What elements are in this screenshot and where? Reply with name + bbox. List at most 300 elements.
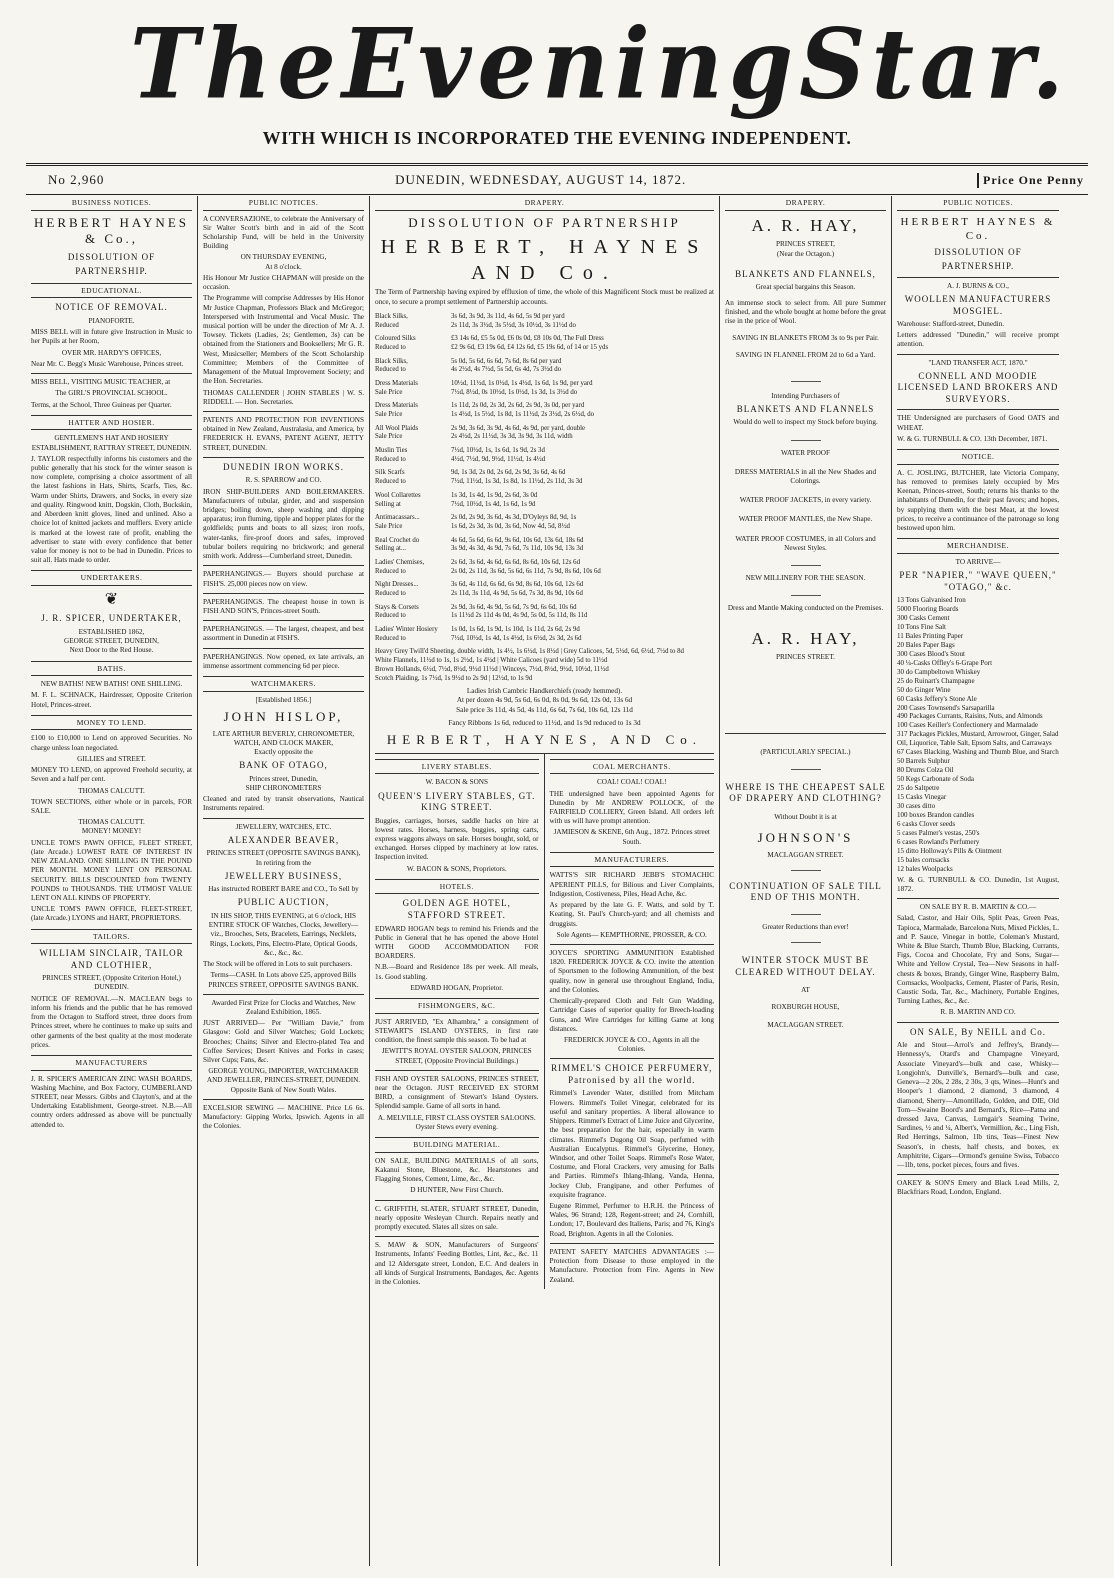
list-item: 317 Packages Pickles, Mustard, Arrowroot, Ginger, Salad Oil, Liquorice, Table Salt, Epsom Salts, and Carraways bbox=[897, 730, 1059, 748]
ad-line: SAVING IN BLANKETS FROM 3s to 9s per Pair. bbox=[732, 334, 879, 343]
price-values: £2 9s 6d, £3 19s 6d, £4 12s 6d, £5 19s 6d, of 14 or 15 yds bbox=[451, 343, 609, 351]
list-item: 60 Casks Jeffery's Stone Ale bbox=[897, 694, 977, 703]
divider bbox=[203, 457, 364, 458]
ad-body: Warehouse: Stafford-street, Dunedin. bbox=[897, 320, 1005, 329]
column-1 bbox=[26, 196, 198, 1566]
price-values: 1s 4½d, 1s 5½d, 1s 8d, 1s 11½d, 2s 3½d, 2s 6½d, do bbox=[451, 411, 595, 419]
ad-title: ON SALE BY R. B. MARTIN & CO.— bbox=[919, 903, 1037, 912]
price-row bbox=[375, 322, 714, 331]
ad-signature: THOMAS CALCUTT. bbox=[78, 786, 145, 795]
divider bbox=[897, 1174, 1059, 1175]
ad-line: JEWELLERY BUSINESS, bbox=[224, 870, 343, 881]
price-label: Reduced to bbox=[375, 478, 406, 486]
price-label: Sale Price bbox=[375, 522, 403, 530]
price-values: 10½d, 11½d, 1s 0½d, 1s 4½d, 1s 6d, 1s 9d, per yard bbox=[451, 379, 593, 387]
price-row bbox=[375, 492, 714, 501]
list-item: 15 ditto Holloway's Pills & Ointment bbox=[897, 846, 1002, 855]
title-word-evening: Evening bbox=[341, 7, 800, 121]
price-label: Reduced to bbox=[375, 590, 406, 598]
ad-line: W. BACON & SONS bbox=[425, 778, 488, 787]
price-row bbox=[375, 380, 714, 389]
ad-title: NEW BATHS! NEW BATHS! ONE SHILLING. bbox=[40, 680, 183, 689]
ad-body: An immense stock to select from. All pure Summer finished, and the whole bought at home before the great rise in the price of Wool. bbox=[725, 298, 886, 325]
ad-title: QUEEN'S LIVERY STABLES, GT. KING STREET. bbox=[378, 790, 536, 813]
price-values: 2s 4½d, 2s 11½d, 3s 3d, 3s 9d, 3s 11d, width bbox=[451, 433, 573, 441]
ad-body: £100 to £10,000 to Lend on approved Securities. No charge unless loan negociated. bbox=[31, 734, 192, 752]
ad-line: BANK OF OTAGO, bbox=[239, 760, 328, 771]
list-item: 25 do Ruinart's Champagne bbox=[897, 676, 975, 685]
price-label: Reduced to bbox=[375, 366, 406, 374]
columns bbox=[26, 196, 1088, 1566]
section-heading: TAILORS. bbox=[31, 929, 192, 945]
list-item: 30 cases ditto bbox=[897, 802, 936, 810]
ad-subtitle: PARTNERSHIP. bbox=[75, 266, 148, 277]
ad-line: PRINCES STREET, bbox=[776, 240, 835, 249]
price-label: Sale Price bbox=[375, 433, 403, 441]
ad-body: Rimmel's Lavender Water, distilled from Mitcham Flowers. Rimmel's Toilet Vinegar, celebrated for its useful and sanitary properties. A liberal allowance to Shippers. Rimmel's Extract of Lime Juice and Glycerine, the best preparation for the hair, especially in warm climates. Rimmel's Dugong Oil Soap, perfumed with Australian Eucalyptus. Rimmel's Glycerine, Honey, Windsor, and other Toilet Soaps. Rimmel's Rose Water, Costume, and Floral Crackers, very amusing for Balls and Parties. Rimmel's Ihlang-Ihlang, Vanda, Henna, Jockey Club, Frangipane, and other Perfumes of exquisite fragrance. bbox=[549, 1089, 714, 1199]
masthead-subtitle: WITH WHICH IS INCORPORATED THE EVENING INDEPENDENT. bbox=[262, 128, 852, 148]
price-values: £3 14s 6d, £5 5s 0d, £6 0s 0d, £8 10s 0d, The Full Dress bbox=[451, 335, 604, 343]
ad-line: (Near the Octagon.) bbox=[776, 249, 835, 258]
price-label: Coloured Silks bbox=[375, 335, 416, 343]
ad-body: MONEY TO LEND, on approved Freehold security, at Seven and a half per cent. bbox=[31, 766, 192, 784]
section-heading: BUILDING MATERIAL. bbox=[375, 1137, 539, 1153]
section-heading: EDUCATIONAL. bbox=[31, 283, 192, 299]
crest-icon: ❦ bbox=[104, 590, 119, 608]
price-label: Black Silks, bbox=[375, 357, 408, 365]
price-row: At per dozen 4s 9d, 5s 6d, 6s 0d, 8s 0d, 9s 6d, 12s 0d, 13s 6d bbox=[456, 696, 633, 705]
list-item: 5000 Flooring Boards bbox=[897, 605, 959, 614]
ad-line: Princes street, Dunedin, bbox=[249, 774, 318, 783]
section-heading: BUSINESS NOTICES. bbox=[31, 196, 192, 211]
ad-signature: W. & G. TURNBULL & CO. 13th December, 1871. bbox=[897, 434, 1048, 443]
ad-body: C. GRIFFITH, SLATER, STUART STREET, Dunedin, nearly opposite Wesleyan Church. Repairs neatly and promptly executed. Slates all sizes on sale. bbox=[375, 1204, 539, 1231]
ad-title: GOLDEN AGE HOTEL, STAFFORD STREET. bbox=[402, 898, 511, 920]
list-item: 67 Cases Blacking, Washing and Thumb Blue, and Starch bbox=[897, 748, 1059, 757]
issue-number: No 2,960 bbox=[48, 172, 105, 187]
ad-line: MACLAGGAN STREET. bbox=[767, 850, 844, 859]
price-label: Muslin Ties bbox=[375, 447, 408, 455]
divider bbox=[725, 733, 886, 734]
price: Price One Penny bbox=[977, 173, 1084, 188]
ad-body: The Programme will comprise Addresses by His Honor Mr Justice Chapman, Professors Black and McGregor; Interspersed with Instrumental and Vocal Music. The musical portion will be under the direction of Mr A. J. Towsey. Tickets (Ladies, 2s; Gentlemen, 3s) can be obtained from the Stationers and Booksellers; Mr G. R. West, Musicseller; Members of the Scott Scholarship Committee; Members of the Committee of Management of the Mutual Improvement Society; and the Hon. Secretaries. bbox=[203, 294, 364, 386]
price-values: 5s 0d, 5s 6d, 6s 6d, 7s 6d, 8s 6d per yard bbox=[451, 357, 562, 365]
price-label: Antimacassars... bbox=[375, 514, 420, 522]
section-heading: PUBLIC NOTICES. bbox=[897, 196, 1059, 211]
list-item: 20 Bales Paper Bags bbox=[897, 640, 955, 649]
ad-line: The GIRL'S PROVINCIAL SCHOOL. bbox=[55, 389, 168, 398]
price-values: 3s 6d, 4s 11d, 6s 6d, 6s 9d, 8s 6d, 10s 6d, 12s 6d bbox=[451, 581, 584, 589]
ad-body: N.B.—Board and Residence 18s per week. All meals, 1s. Good stabling. bbox=[375, 963, 539, 981]
price-row bbox=[375, 675, 714, 684]
divider bbox=[203, 648, 364, 649]
price-row bbox=[375, 433, 714, 442]
ad-body: Buggies, carriages, horses, saddle hacks on hire at lowest rates. Horses, harness, buggies, spring carts, express waggons always on sale. Horses bought, sold, or exchanged. Horses clipped by machinery at low rates. Inspection invited. bbox=[375, 816, 539, 862]
ad-title: DUNEDIN IRON WORKS. bbox=[222, 461, 345, 472]
divider bbox=[791, 942, 821, 943]
ad-body: UNCLE TOM'S PAWN OFFICE, FLEET-STREET, (late Arcade.) LYONS and HART, PROPRIETORS. bbox=[31, 905, 192, 923]
price-values: 4s 6d, 5s 6d, 6s 6d, 9s 6d, 10s 6d, 13s 6d, 18s 6d bbox=[451, 536, 584, 544]
ad-title: CONTINUATION OF SALE TILL END OF THIS MONTH. bbox=[729, 880, 882, 903]
ad-line: Great special bargains this Season. bbox=[755, 283, 856, 292]
divider bbox=[897, 354, 1059, 355]
ad-signature: R. B. MARTIN AND CO. bbox=[940, 1008, 1016, 1017]
list-item: 13 Tons Galvanised Iron bbox=[897, 596, 966, 605]
price-values: 1s 0d, 1s 6d, 1s 9d, 1s 10d, 1s 11d, 2s 6d, 2s 9d bbox=[451, 626, 580, 634]
price-row bbox=[375, 389, 714, 398]
ad-line: Next Door to the Red House. bbox=[69, 646, 154, 655]
ad-signature: W. & G. TURNBULL & CO. Dunedin, 1st August, 1872. bbox=[897, 875, 1059, 893]
ad-line: "LAND TRANSFER ACT, 1870." bbox=[928, 358, 1028, 367]
price-label: Ladies' Winter Hosiery bbox=[375, 626, 438, 634]
price-row bbox=[375, 626, 714, 635]
price-row bbox=[375, 402, 714, 411]
price-label: Stays & Corsets bbox=[375, 603, 419, 611]
merchandise-list bbox=[897, 596, 1059, 874]
list-item: 15 bales cornsacks bbox=[897, 855, 950, 864]
price-row bbox=[375, 581, 714, 590]
title-word-star: Star. bbox=[799, 7, 1070, 121]
divider bbox=[791, 914, 821, 915]
price-row bbox=[375, 478, 714, 487]
divider bbox=[375, 1236, 539, 1237]
ad-signature: D HUNTER, New First Church. bbox=[410, 1186, 504, 1195]
ad-body: JOYCE'S SPORTING AMMUNITION Established 1820. FREDERICK JOYCE & CO. invite the attention of Sportsmen to the following Ammunition, of the best quality, now in general use throughout England, India, and the Colonies. bbox=[549, 948, 714, 994]
section-heading: DRAPERY. bbox=[725, 196, 886, 211]
ad-line: GEORGE STREET, DUNEDIN, bbox=[64, 637, 159, 646]
ad-line: PRINCES STREET, (Opposite Criterion Hotel,) DUNEDIN. bbox=[42, 974, 181, 992]
ad-line: LATE ARTHUR BEVERLY, CHRONOMETER, WATCH, AND CLOCK MAKER, bbox=[212, 729, 355, 747]
section-heading: NOTICE. bbox=[897, 449, 1059, 465]
list-item: 12 bales Woolpacks bbox=[897, 864, 953, 873]
section-heading: PUBLIC NOTICES. bbox=[203, 196, 364, 211]
ad-title: COAL! COAL! COAL! bbox=[597, 778, 667, 787]
price-row bbox=[375, 344, 714, 353]
price-label: Sale Price bbox=[375, 411, 403, 419]
section-heading: MANUFACTURERS. bbox=[550, 852, 715, 868]
ad-signature: JAMIESON & SKENE, 6th Aug., 1872. Princes street South. bbox=[553, 828, 710, 846]
ad-line: WATER PROOF COSTUMES, in all Colors and Newest Styles. bbox=[735, 534, 876, 552]
divider bbox=[550, 1243, 715, 1244]
ad-body: His Honour Mr Justice CHAPMAN will preside on the occasion. bbox=[203, 273, 364, 292]
dateline-rule bbox=[26, 194, 1088, 195]
price-values: 2s 0d, 2s 9d, 3s 6d, 4s 3d, D'Oyleys 8d, 9d, 1s bbox=[451, 514, 577, 522]
price-table bbox=[375, 313, 714, 644]
ad-line: WATER PROOF JACKETS, in every variety. bbox=[739, 496, 872, 505]
price-row bbox=[375, 635, 714, 644]
price-row bbox=[375, 456, 714, 465]
price-values: 1s 6d, 2s 3d, 3s 0d, 3s 6d, Now 4d, 5d, 8½d bbox=[451, 522, 570, 530]
list-item: 490 Packages Currants, Raisins, Nuts, and Almonds bbox=[897, 712, 1043, 721]
list-item: 300 Cases Blood's Stout bbox=[897, 649, 965, 658]
price-label: Night Dresses... bbox=[375, 581, 419, 589]
price-label: Silk Scarfs bbox=[375, 469, 405, 477]
ad-line: ESTABLISHED 1862, bbox=[78, 627, 145, 636]
ad-body: Eugene Rimmel, Perfumer to H.R.H. the Princess of Wales, 96 Strand; 128, Regent-street; and 24, Cornhill, London; 17, Boulevard des Italiens, Paris; and 76, King's Road, Brighton. Agents in all the Colonies. bbox=[549, 1202, 714, 1238]
ad-body: Cleaned and rated by transit observations, Nautical Instruments repaired. bbox=[203, 795, 364, 813]
ad-title: JOHNSON'S bbox=[757, 829, 854, 845]
ad-body: EXCELSIOR SEWING — MACHINE. Price L6 6s. Manufactory: Gipping Works, Ipswich. Agents in all the Colonies. bbox=[203, 1103, 364, 1131]
ad-title: WILLIAM SINCLAIR, TAILOR AND CLOTHIER, bbox=[39, 948, 184, 970]
ad-body: PATENT SAFETY MATCHES ADVANTAGES :— Protection from Disease to those employed in the Manufacture. Protection from Fire. Agents in New Zealand. bbox=[549, 1247, 714, 1284]
divider bbox=[791, 381, 821, 382]
section-heading: WATCHMAKERS. bbox=[203, 676, 364, 692]
price-row bbox=[375, 568, 714, 577]
list-item: 25 do Saltpetre bbox=[897, 784, 940, 793]
divider bbox=[897, 1022, 1059, 1023]
ad-body: THE Undersigned are purchasers of Good OATS and WHEAT. bbox=[897, 414, 1059, 432]
price-row bbox=[375, 666, 714, 675]
ad-line: At 8 o'clock. bbox=[265, 262, 302, 271]
ad-body: EDWARD HOGAN begs to remind his Friends and the Public in General that he has opened the above Hotel WITH GOOD ACCOMMODATION FOR BOARDERS. bbox=[375, 924, 539, 961]
price-row bbox=[375, 559, 714, 568]
ad-line: Greater Reductions than ever! bbox=[762, 922, 849, 931]
ad-line: TO ARRIVE— bbox=[955, 557, 1001, 566]
column-2 bbox=[198, 196, 370, 1566]
ad-body: JUST ARRIVED, "Ex Alhambra," a consignment of STEWART'S ISLAND OYSTERS, in first rate condition, the finest sample this season. To be had at bbox=[375, 1017, 539, 1045]
ad-line: Dress and Mantle Making conducted on the Premises. bbox=[727, 604, 884, 613]
ad-body: UNCLE TOM'S PAWN OFFICE, FLEET STREET, (late Arcade.) LOWEST RATE OF INTEREST IN NEW ZEALAND. ONE SHILLING IN THE POUND PER MONTH. MONEY LENT ON PERSONAL SECURITY. BILLS DISCOUNTED from TWENTY POUNDS to THOUSANDS. THE UTMOST VALUE LENT ON ALL KINDS OF PROPERTY. bbox=[31, 838, 192, 902]
price-values: 7½d, 10½d, 1s 4d, 1s 6d, 1s 9d bbox=[451, 500, 536, 508]
price-values: 9d, 1s 3d, 2s 0d, 2s 6d, 2s 9d, 3s 6d, 4s 6d bbox=[451, 469, 566, 477]
ad-signature: GEORGE YOUNG, IMPORTER, WATCHMAKER AND JEWELLER, PRINCES-STREET, DUNEDIN. bbox=[206, 1067, 361, 1085]
price-label: Dress Materials bbox=[375, 379, 418, 387]
price-label: Reduced to bbox=[375, 612, 406, 620]
price-row bbox=[375, 335, 714, 344]
price-label: Reduced to bbox=[375, 634, 406, 642]
price-label: Selling at bbox=[375, 500, 401, 508]
divider bbox=[791, 870, 821, 871]
ad-body: MISS BELL will in future give Instruction in Music to her Pupils at her Room, bbox=[31, 328, 192, 346]
divider bbox=[791, 565, 821, 566]
price-label: Reduced to bbox=[375, 455, 406, 463]
ad-body: Near Mr. C. Begg's Music Warehouse, Princes street. bbox=[31, 359, 184, 368]
price-values: 1s 11d, 2s 0d, 2s 3d, 2s 6d, 2s 9d, 3s 0d, per yard bbox=[451, 402, 585, 410]
ad-body: A. C. JOSLING, BUTCHER, late Victoria Company, has removed to premises lately occupied by Mrs Keenan, Princes-street, South; returns his thanks to the inhabitants of Dunedin, for their past favors; and hopes, by supplying them with the best Meat, at the lowest prices, to receive a continuance of the patronage so long bestowed upon him. bbox=[897, 468, 1059, 533]
ad-line: PRINCES STREET (OPPOSITE SAVINGS BANK), In retiring from the bbox=[206, 849, 361, 867]
price-values: 2s 9d, 3s 6d, 4s 9d, 5s 6d, 7s 9d, 6s 6d, 10s 6d bbox=[451, 603, 577, 611]
firm-name: HERBERT, HAYNES, AND Co. bbox=[386, 732, 703, 748]
ad-line: PUBLIC AUCTION, bbox=[237, 897, 330, 908]
ad-line: SHIP CHRONOMETERS bbox=[245, 783, 322, 792]
divider bbox=[550, 1058, 715, 1059]
price-cell: White Flannels, 11½d to 1s, 1s 2½d, 1s 4½d | White Calicoes (yard wide) 5d to 11½d bbox=[375, 657, 608, 665]
section-heading: BATHS. bbox=[31, 661, 192, 677]
ad-title: WHERE IS THE CHEAPEST SALE OF DRAPERY AND CLOTHING? bbox=[725, 781, 886, 804]
ad-body: Salad, Castor, and Hair Oils, Split Peas, Green Peas, Tapioca, Marmalade, Barcelona Nuts, Mixed Pickles, L. and P. Sauce, Vinegar in bottle, Coleman's Mustard, White & Blue Starch, Thumb Blue, Blacking, Currants, Figs, Cocoa and Chocolate, Fry and Sons, Sugar—White and Yellow Crystal, Tea—New Seasons in half-chests & boxes, Brandy, Ginger Wine, Raspberry Balm, Cornsacks, Woolpacks, Cement, Plaster of Paris, Resin, Caustic Soda, Tar, &c., Machinery, Portable Engines, Turning Lathes, &c., &c. bbox=[897, 914, 1059, 1006]
ad-line: NEW MILLINERY FOR THE SEASON. bbox=[745, 574, 866, 583]
ad-title: NOTICE OF REMOVAL. bbox=[55, 302, 168, 313]
column-5 bbox=[892, 196, 1064, 1566]
divider bbox=[791, 595, 821, 596]
ad-body: Terms, at the School, Three Guineas per Quarter. bbox=[31, 400, 172, 409]
price-values: 4½d, 7½d, 9d, 9½d, 11½d, 1s 4½d bbox=[451, 455, 546, 463]
divider bbox=[550, 944, 715, 945]
divider bbox=[203, 565, 364, 566]
subcolumn-right bbox=[545, 754, 715, 1290]
ad-body: JUST ARRIVED— Per "William Davie," from Glasgow: Gold and Silver Watches; Gold Lockets; Brooches; Chains; Silver and Electro-plated Tea and Coffee Services; Desert Knives and Forks in cases; Silver Cups; Fans, &c. bbox=[203, 1019, 364, 1065]
price-row bbox=[375, 501, 714, 510]
ad-body: S. MAW & SON, Manufacturers of Surgeons' Instruments, Infants' Feeding Bottles, Lint, &c., &c. 11 and 12 Aldersgate street, London, E.C. And dealers in all kinds of Surgical Instruments, Bandages, &c. Agents in the Colonies. bbox=[375, 1241, 539, 1287]
ad-line: Would do well to inspect my Stock before buying. bbox=[733, 418, 878, 427]
price-row bbox=[375, 648, 714, 657]
ad-signature: THOMAS CALCUTT. bbox=[78, 818, 145, 827]
ad-body: OAKEY & SON'S Emery and Black Lead Mills, 2, Blackfriars Road, London, England. bbox=[897, 1179, 1059, 1197]
price-values: 2s 0d, 2s 11d, 3s 6d, 5s 6d, 6s 11d, 7s 9d, 8s 6d, 10s 6d bbox=[451, 567, 601, 575]
price-row bbox=[375, 590, 714, 599]
price-values: 2s 9d, 3s 6d, 3s 9d, 4s 6d, 4s 9d, per yard, double bbox=[451, 424, 586, 432]
price-values: 7½d, 8½d, 0s 10½d, 1s 0½d, 1s 3d, 1s 3½d do bbox=[451, 388, 578, 396]
price-label: Reduced bbox=[375, 321, 399, 329]
ad-line: R. S. SPARROW and CO. bbox=[245, 476, 322, 485]
list-item: 10 Tons Fine Salt bbox=[897, 622, 946, 631]
ad-body: PAPERHANGINGS. Now opened, ex late arrivals, an immense assortment commencing 6d per piece. bbox=[203, 652, 364, 670]
ad-body: A CONVERSAZIONE, to celebrate the Anniversary of Sir Walter Scott's birth and in aid of the Scott Scholarship Fund, will be held in the University Building bbox=[203, 214, 364, 251]
list-item: 50 do Ginger Wine bbox=[897, 685, 951, 694]
dateline bbox=[0, 166, 1114, 188]
ad-body: As prepared by the late G. F. Watts, and sold by T. Keating, St. Paul's Church-yard; and all chemists and druggists. bbox=[549, 901, 714, 928]
firm-name: HERBERT, HAYNES AND Co. bbox=[380, 236, 709, 284]
price-row bbox=[375, 447, 714, 456]
section-heading: LIVERY STABLES. bbox=[375, 759, 539, 775]
price-row bbox=[375, 537, 714, 546]
list-item: 300 Casks Cement bbox=[897, 613, 950, 622]
ad-signature: EDWARD HOGAN, Proprietor. bbox=[410, 983, 504, 992]
ad-line: BLANKETS AND FLANNELS bbox=[736, 403, 875, 414]
price-label: All Wool Plaids bbox=[375, 424, 419, 432]
ad-line: Terms—CASH. In Lots above £25, approved Bills bbox=[210, 971, 357, 980]
column-4 bbox=[720, 196, 892, 1566]
ad-signature: GILLIES and STREET. bbox=[77, 754, 146, 763]
ad-line: WATER PROOF MANTLES, the New Shape. bbox=[738, 515, 873, 524]
price-values: 7½d, 10½d, 1s, 1s 6d, 1s 9d, 2s 3d bbox=[451, 447, 545, 455]
section-heading: MERCHANDISE. bbox=[897, 538, 1059, 554]
price-cell: Scotch Plaiding, 1s 7½d, 1s 9½d to 2s 9d | 12½d, to 1s 9d bbox=[375, 674, 533, 682]
ad-title: WINTER STOCK MUST BE CLEARED WITHOUT DELAY. bbox=[735, 955, 876, 977]
price-row bbox=[375, 469, 714, 478]
ad-body: ON SALE, BUILDING MATERIALS of all sorts, Kakanui Stone, Bluestone, &c. Heartstones and Flagging Stones, Cement, Lime, &c., &c. bbox=[375, 1156, 539, 1184]
ad-line: MACLAGGAN STREET. bbox=[767, 1020, 844, 1029]
ad-body: M. F. L. SCHNACK, Hairdresser, Opposite Criterion Hotel, Princes-street. bbox=[31, 691, 192, 709]
ad-line: PRINCES STREET. bbox=[776, 653, 835, 662]
divider bbox=[203, 818, 364, 819]
ad-line: PRINCES STREET, OPPOSITE SAVINGS BANK. bbox=[208, 980, 359, 989]
list-item: 6 casks Clover seeds bbox=[897, 819, 956, 828]
price-values: 4s 2½d, 4s 7½d, 5s 5d, 6s 4d, 7s 3½d do bbox=[451, 366, 562, 374]
divider bbox=[203, 994, 364, 995]
price-row bbox=[375, 313, 714, 322]
price-row bbox=[375, 604, 714, 613]
price-label: Reduced to bbox=[375, 343, 406, 351]
ad-body: IRON SHIP-BUILDERS AND BOILERMAKERS. Manufacturers of tubular, girder, and and suspension bridges; boiling down, sheep washing and dipping apparatus; iron fluming, tipple and hopper plates for the goldfields; punts and boats to all sizes; iron roofs, water-tanks, fire-proof doors and safes, improved tubular boilers requiring no brickwork; and general smith work. Address—Cumberland street, Dunedin. bbox=[203, 487, 364, 561]
ad-subtitle: DISSOLUTION OF bbox=[67, 251, 156, 262]
ad-title: PER "NAPIER," "WAVE QUEEN," "OTAGO," &c. bbox=[899, 570, 1057, 592]
section-heading: MANUFACTURERS bbox=[31, 1055, 192, 1071]
price-cell: Heavy Grey Twill'd Sheeting, double width, 1s 4½, 1s 6½d, 1s 8½d | Grey Calicoes, 5d, 5½d, 6d, 6½d, 7½d to 8d bbox=[375, 648, 684, 656]
ad-body: PAPERHANGINGS. — The largest, cheapest, and best assortment in Dunedin at FISH'S. bbox=[203, 625, 364, 643]
price-row bbox=[375, 612, 714, 621]
price-row bbox=[375, 366, 714, 375]
section-heading: HOTELS. bbox=[375, 879, 539, 895]
list-item: 40 ¼-Casks Offley's 6-Grape Port bbox=[897, 658, 993, 667]
list-item: 11 Bales Printing Paper bbox=[897, 631, 964, 640]
price-label: Sale Price bbox=[375, 388, 403, 396]
list-item: 100 boxes Brandon candles bbox=[897, 810, 975, 819]
ad-title: ON SALE, By NEILL and Co. bbox=[910, 1026, 1046, 1037]
ad-body: TOWN SECTIONS, either whole or in parcels, FOR SALE. bbox=[31, 797, 192, 815]
price-values: 7½d, 11½d, 1s 3d, 1s 8d, 1s 11½d, 2s 11d, 3s 3d bbox=[451, 478, 583, 486]
ad-title: MONEY! MONEY! bbox=[81, 827, 142, 836]
ad-body: PAPERHANGINGS.— Buyers should purchase at FISH'S. 25,000 pieces now on view. bbox=[203, 570, 364, 588]
ad-line: Without Doubt it is at bbox=[774, 812, 837, 821]
ad-title: A. R. HAY, bbox=[751, 215, 860, 235]
ad-body: The Term of Partnership having expired by effluxion of time, the whole of this Magnificent Stock must be realized at once, to secure a prompt settlement of Partnership accounts. bbox=[375, 288, 714, 306]
ad-line: ON THURSDAY EVENING, bbox=[240, 253, 327, 262]
place-date: DUNEDIN, WEDNESDAY, AUGUST 14, 1872. bbox=[395, 172, 687, 187]
price-label: Reduced to bbox=[375, 567, 406, 575]
ad-signature: Sole Agents— KEMPTHORNE, PROSSER, & CO. bbox=[556, 930, 707, 939]
title-word-the: The bbox=[130, 7, 342, 121]
divider bbox=[897, 277, 1059, 278]
ad-line: AT bbox=[801, 986, 810, 995]
list-item: 200 Cases Townsend's Sarsaparilla bbox=[897, 703, 995, 712]
ad-line: Fancy Ribbons 1s 6d, reduced to 11½d, and 1s 9d reduced to 1s 3d bbox=[448, 718, 641, 727]
divider bbox=[203, 411, 364, 412]
ad-line: Intending Purchasers of bbox=[771, 391, 840, 400]
section-heading: DRAPERY. bbox=[375, 196, 714, 211]
ad-line: Opposite Bank of New South Wales. bbox=[230, 1085, 337, 1094]
ad-body: PAPERHANGINGS. The cheapest house in town is FISH AND SON'S, Princes-street South. bbox=[203, 597, 364, 615]
masthead-title bbox=[0, 7, 1114, 121]
divider bbox=[203, 1099, 364, 1100]
price-values: 1s 3d, 1s 4d, 1s 9d, 2s 6d, 3s 0d bbox=[451, 491, 538, 499]
ad-title: JOHN HISLOP, bbox=[223, 708, 344, 724]
ad-body: Chemically-prepared Cloth and Felt Gun Wadding, Cartridge Cases of superior quality for Breech-loading Guns, and Wire Cartridges for killing Game at long distances. bbox=[549, 997, 714, 1033]
ad-title: JEWELLERY, WATCHES, ETC. bbox=[235, 822, 332, 831]
ad-title: GENTLEMEN'S HAT AND HOSIERY ESTABLISHMENT, RATTRAY STREET, DUNEDIN. bbox=[31, 434, 192, 452]
price-label: Wool Collarettes bbox=[375, 491, 421, 499]
price-row bbox=[375, 657, 714, 666]
ad-body: J. TAYLOR respectfully informs his customers and the public generally that his stock for the winter season is now complete, comprising a choice assortment of all the latest fashions in Hats, Shirts, Scarfs, Ties, &c. Warm under Shirts, Drawers, and Socks, in every size and quality. Ringwood knitt, Dogskin, Cloth, Buckskin, and Aberdeen knitt gloves, lined and unlined. Also a choice lot of knitted jackets and mufflers. Every article is marked at the lowest rate of profit, enabling the advertiser to state with every confidence that better value for money is not to be had in Dunedin. Prices to suit all. Hats made to order. bbox=[31, 454, 192, 565]
masthead bbox=[0, 0, 1114, 149]
price-row bbox=[375, 545, 714, 554]
ad-signature: A. MELVILLE, FIRST CLASS OYSTER SALOONS. Oyster Stews every evening. bbox=[377, 1113, 536, 1131]
price-values: 3s 6d, 3s 9d, 3s 11d, 4s 6d, 5s 9d per yard bbox=[451, 312, 565, 320]
ad-body: Ale and Stout—Arrol's and Jeffrey's, Brandy—Hennessy's, Otard's and Champagne Vineyard, Associate Vineyard's—bulk and case, Whisky—Longjohn's, Dunville's, Bernard's—bulk and case, Geneva—2 20s, 2 28s, 2 30s, 3 qts, Wines—Hunt's and Hooper's 1 diamond, 2 diamond, 3 diamond, 4 diamond, Sherry—Amontillado, Golden, and DIE, Old Tom—Swaine Boord's and Bernard's, Rice—Patna and dressed Java, Canvas, Lumgair's Seaming Twine, Sardines, ½ and ¼, Albert's, Vermillion, &c., Ling Fish, Red Herrings, Salmon, 1lb tins, Teas—Finest New Season's, in chests, half chests, and boxes, ex Amphitrite, Cigars—Ormond's genuine Swiss, Tobacco—1lb, tens, pocket pieces, fours and fives. bbox=[897, 1041, 1059, 1170]
divider bbox=[897, 898, 1059, 899]
ad-subtitle: PARTNERSHIP. bbox=[941, 261, 1015, 272]
price-row bbox=[375, 358, 714, 367]
ad-body: MISS BELL, VISITING MUSIC TEACHER, at bbox=[31, 378, 171, 387]
ad-body: WATTS'S SIR RICHARD JEBB'S STOMACHIC APERIENT PILLS, for Bilious and Liver Complaints, Indigestion, Costiveness, Piles, Head Ache, &c. bbox=[549, 871, 714, 898]
section-heading: COAL MERCHANTS. bbox=[550, 759, 715, 775]
price-label: Selling at... bbox=[375, 545, 406, 553]
price-label: Ladies' Chemises, bbox=[375, 558, 425, 566]
price-values: 2s 6d, 3s 6d, 4s 6d, 6s 6d, 8s 6d, 10s 6d, 12s 6d bbox=[451, 558, 580, 566]
divider bbox=[375, 1200, 539, 1201]
list-item: 6 cases Rowland's Perfumery bbox=[897, 837, 980, 846]
ad-signature: FREDERICK JOYCE & CO., Agents in all the Colonies. bbox=[563, 1035, 700, 1054]
ad-body: FISH AND OYSTER SALOONS, PRINCES STREET, near the Octagon. JUST RECEIVED EX STORM BIRD, a consignment of Stewart's Island Oysters. Splendid sample. Game of all sorts in hand. bbox=[375, 1074, 539, 1111]
ad-line: DRESS MATERIALS in all the New Shades and Colorings. bbox=[734, 467, 877, 485]
ad-title: WATER PROOF bbox=[781, 448, 830, 457]
ad-line: [Established 1856.] bbox=[255, 695, 312, 704]
section-heading: FISHMONGERS, &C. bbox=[375, 998, 539, 1014]
divider bbox=[791, 769, 821, 770]
ad-line: Ladies Irish Cambric Handkerchiefs (ready hemmed). bbox=[466, 687, 623, 696]
ad-title: J. R. SPICER, UNDERTAKER, bbox=[41, 613, 182, 624]
list-item: 5 cases Palmer's vestas, 250's bbox=[897, 828, 980, 837]
